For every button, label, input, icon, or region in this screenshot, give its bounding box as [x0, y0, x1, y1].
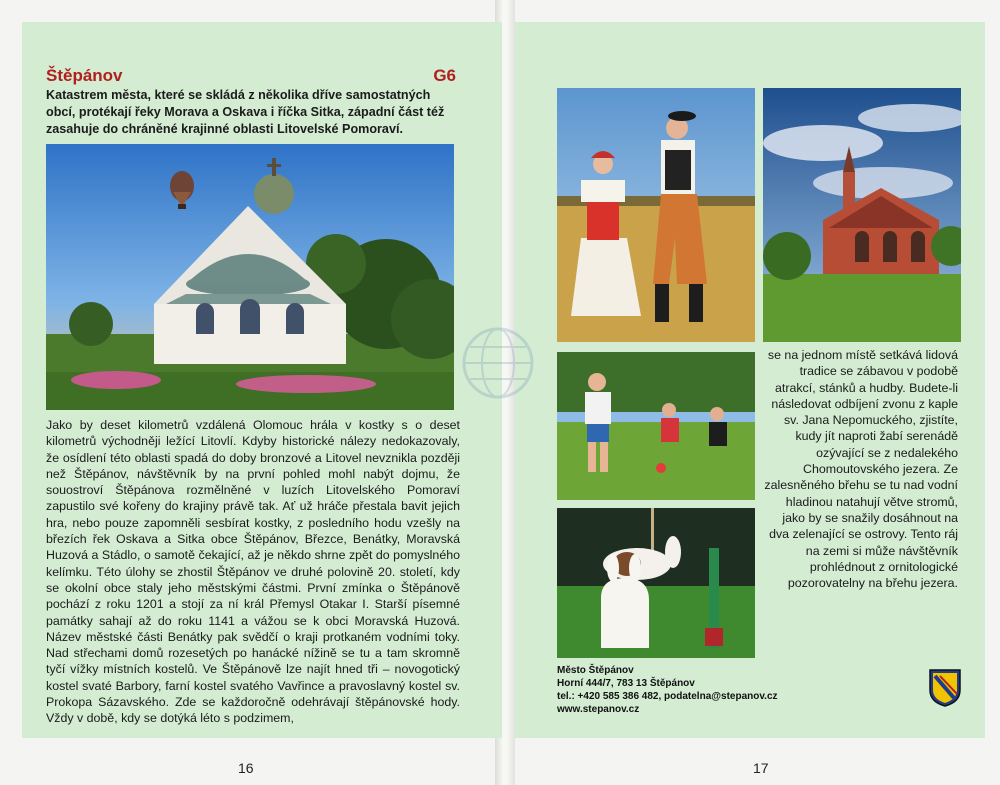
town-crest-icon	[928, 668, 962, 708]
grid-reference: G6	[433, 66, 456, 85]
red-brick-church-photo	[763, 88, 961, 342]
football-illustration	[557, 352, 755, 500]
church-illustration	[763, 88, 961, 342]
rabbit-target-photo	[557, 508, 755, 658]
left-page	[22, 22, 502, 738]
right-page	[515, 22, 985, 738]
globe-watermark-icon	[458, 323, 538, 403]
page-title: Štěpánov	[46, 66, 123, 85]
title-row	[46, 66, 456, 86]
children-football-photo	[557, 352, 755, 500]
rabbit-illustration	[557, 508, 755, 658]
page-number-left: 16	[238, 760, 254, 776]
contact-block	[557, 664, 778, 716]
contact-name: Město Štěpánov	[557, 665, 634, 676]
chapel-illustration	[46, 144, 454, 410]
page-number-right: 17	[753, 760, 769, 776]
continued-paragraph: se na jednom místě setkává lidová tradice se zábavou v podobě atrakcí, stánků a hudby. Budete-li následovat odbíjení zvonu z kaple sv. Jana Nepomuckého, zjistíte, kudy jít naproti žabí serenádě ozývající se z nedalekého Chomoutovského jezera. Ze zalesněného břehu se tu nad vodní hladinou natahují větve stromů, jako by se snažily dosáhnout na dva zelenající se ostrovy. Tento ráj na zemi si může návštěvník prohlédnout z ornitologické pozorovatelny na břehu jezera.	[764, 348, 958, 591]
folk-costume-couple-photo	[557, 88, 755, 342]
orthodox-chapel-photo	[46, 144, 454, 410]
body-paragraph: Jako by deset kilometrů vzdálená Olomouc hrála v kostky s o deset kilometrů východněji ležící Litovlí. Kdyby historické nálezy nedokazovaly, že osídlení této oblasti spadá do doby bronzové a Litovel nevznikla později než Štěpánov, návštěvník by na první pohled mohl nabýt dojmu, že souostroví Štěpánova rozmělněné v luzích Litovelského Pomoraví zapustilo své kořeny do krajiny právě tak. Ať už hráče přestala bavit jejich hra, nebo pouze zapomněli sesbírat kostky, z posledního hodu vzešly na březích řek Oskava a Sitka obce Štěpánov, Březce, Benátky, Moravská Huzová a Stádlo, o samotě čekající, až je někdo shrne zpět do pomyslného kelímku. Této úlohy se zhostil Štěpánov ve druhé polovině 20. století, kdy se okolní obce staly jeho městskými částmi. První zmínka o Štěpánově pochází z roku 1201 a stojí za ní král Přemysl Otakar I. Starší písemné památky sahají až do roku 1141 a vážou se k obci Moravská Huzová. Název městské části Benátky pak svědčí o kraji protkaném vodními toky. Nad střechami domů rozesetých po hanácké nížině se tu a tam skromně tyčí vížky místních kostelů. Ve Štěpánově lze najít hned tři – novogotický kostel svaté Barbory, farní kostel svatého Vavřince a pravoslavný kostel sv. Prokopa Sázavského. Zde se každoročně odehrávají štěpánovské hody. Vždy v době, kdy se dotýká léto s podzimem,	[46, 418, 460, 726]
intro-paragraph: Katastrem města, které se skládá z několika dříve samostatných obcí, protékají řeky Morava a Oskava i říčka Sitka, západní část též zasahuje do chráněné krajinné oblasti Litovelské Pomoraví.	[46, 88, 445, 136]
couple-illustration	[557, 88, 755, 342]
contact-phone-email: tel.: +420 585 386 482, podatelna@stepanov.cz	[557, 691, 778, 702]
contact-address: Horní 444/7, 783 13 Štěpánov	[557, 678, 695, 689]
contact-website: www.stepanov.cz	[557, 704, 640, 715]
